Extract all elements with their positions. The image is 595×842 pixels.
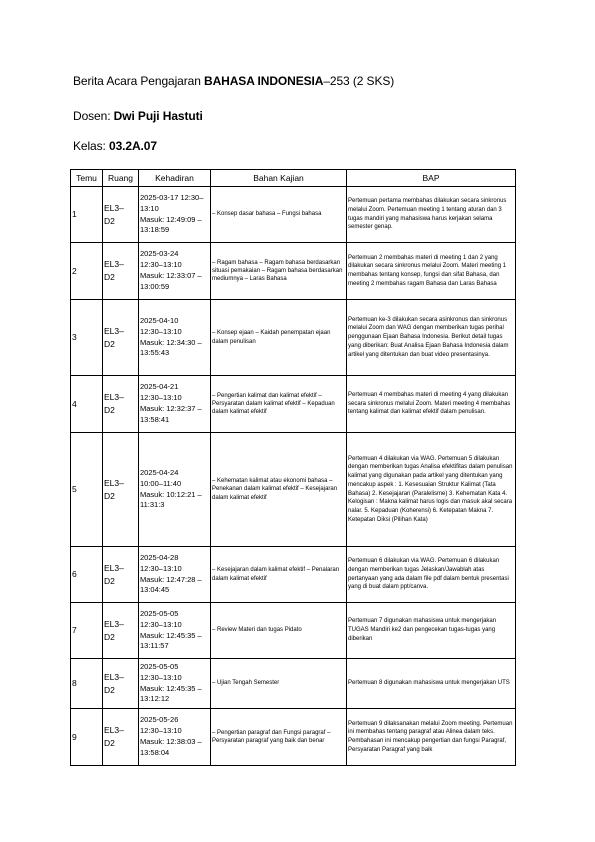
attendance-cell: 2025-04-21 12:30–13:10 Masuk: 12:32:37 – 13:58:41 xyxy=(139,376,211,433)
table-row xyxy=(71,603,516,659)
class-value: 03.2A.07 xyxy=(109,139,157,153)
meeting-number-cell: 5 xyxy=(71,433,103,547)
column-header-ruang: Ruang xyxy=(103,170,139,187)
study-material-cell: – Pengertian paragraf dan Fungsi paragraf – Persyaratan paragraf yang baik dan benar xyxy=(211,709,347,766)
study-material-cell: – Ujian Tengah Semester xyxy=(211,659,347,709)
attendance-cell: 2025-04-28 12:30–13:10 Masuk: 12:47:28 – 13:04:45 xyxy=(139,547,211,603)
attendance-cell: 2025-03-24 12:30–13:10 Masuk: 12:33:07 – 13:00:59 xyxy=(139,243,211,300)
document-title xyxy=(73,74,394,88)
room-cell: EL3– D2 xyxy=(103,300,139,376)
meeting-number-cell: 2 xyxy=(71,243,103,300)
study-material-cell: – Ragam bahasa – Ragam bahasa berdasarkan situasi pemakaian – Ragam bahasa berdasarkan mediumnya – Laras Bahasa xyxy=(211,243,347,300)
bap-cell: Pertemuan 8 digunakan mahasiswa untuk mengerjakan UTS xyxy=(347,659,516,709)
teaching-record-table xyxy=(70,169,516,766)
column-header-bahan-kajian: Bahan Kajian xyxy=(211,170,347,187)
title-suffix: –253 (2 SKS) xyxy=(323,74,395,88)
room-cell: EL3– D2 xyxy=(103,243,139,300)
attendance-cell: 2025-05-05 12:30–13:10 Masuk: 12:45:35 – 13:11:57 xyxy=(139,603,211,659)
lecturer-label: Dosen: xyxy=(73,109,114,123)
column-header-bap: BAP xyxy=(347,170,516,187)
class-line xyxy=(73,139,157,153)
attendance-cell: 2025-05-26 12:30–13:10 Masuk: 12:38:03 – 13:58:04 xyxy=(139,709,211,766)
attendance-cell: 2025-04-10 12:30–13:10 Masuk: 12:34:30 – 13:55:43 xyxy=(139,300,211,376)
table-row xyxy=(71,300,516,376)
meeting-number-cell: 3 xyxy=(71,300,103,376)
meeting-number-cell: 6 xyxy=(71,547,103,603)
table-row xyxy=(71,376,516,433)
bap-cell: Pertemuan pertama membahas dilakukan secara sinkronus melalui Zoom. Pertemuan meeting 1 tentang aturan dan 3 tugas mandiri yang mahasiswa harus kerjakan selama semester genap. xyxy=(347,187,516,243)
column-header-temu: Temu xyxy=(71,170,103,187)
study-material-cell: – Pengertian kalimat dan kalimat efektif – Persyaratan dalam kalimat efektif – Kepaduan dalam kalimat efektif xyxy=(211,376,347,433)
bap-cell: Pertemuan 6 dilakukan via WAG. Pertemuan 6 dilakukan dengan memberikan tugas Jelaskan/Jawablah atas pertanyaan yang ada dalam file pdf dalam bentuk presentasi yang di buat dalam ppt/canva. xyxy=(347,547,516,603)
title-prefix: Berita Acara Pengajaran xyxy=(73,74,205,88)
class-label: Kelas: xyxy=(73,139,109,153)
room-cell: EL3– D2 xyxy=(103,709,139,766)
room-cell: EL3– D2 xyxy=(103,547,139,603)
meeting-number-cell: 8 xyxy=(71,659,103,709)
bap-cell: Pertemuan 2 membahas materi di meeting 1 dan 2 yang dilakukan secara sinkronus melalui Zoom. Materi meeting 1 membahas tentang konsep, fungsi dan sifat Bahasa, dan meeting 2 membahas ragam Bahasa dan Laras Bahasa xyxy=(347,243,516,300)
attendance-cell: 2025-03-17 12:30– 13:10 Masuk: 12:49:09 – 13:18:59 xyxy=(139,187,211,243)
bap-cell: Pertemuan 7 digunakan mahasiswa untuk mengerjakan TUGAS Mandiri ke2 dan pengecekan tugas-tugas yang diberikan xyxy=(347,603,516,659)
table-row xyxy=(71,709,516,766)
study-material-cell: – Review Materi dan tugas Pidato xyxy=(211,603,347,659)
table-row xyxy=(71,433,516,547)
room-cell: EL3– D2 xyxy=(103,376,139,433)
table-row xyxy=(71,659,516,709)
table-row xyxy=(71,187,516,243)
room-cell: EL3– D2 xyxy=(103,659,139,709)
study-material-cell: – Kesejajaran dalam kalimat efektif – Penalaran dalam kalimat efektif xyxy=(211,547,347,603)
lecturer-name: Dwi Puji Hastuti xyxy=(113,109,203,123)
attendance-cell: 2025-05-05 12:30–13:10 Masuk: 12:45:35 – 13:12:12 xyxy=(139,659,211,709)
bap-cell: Pertemuan 9 dilaksanakan melalui Zoom meeting. Pertemuan ini membahas tentang paragraf atau Alinea dalam teks. Pembahasan ini mencakup pengertian dan fungsi Paragraf, Persyaratan Paragraf yang baik xyxy=(347,709,516,766)
room-cell: EL3– D2 xyxy=(103,603,139,659)
meeting-number-cell: 7 xyxy=(71,603,103,659)
bap-cell: Pertemuan ke-3 dilakukan secara asinkronus dan sinkronus melalui Zoom dan WAG dengan memberikan tugas perihal penggunaan Ejaan Bahasa Indonesia. Berikut detail tugas yang diberikan: Buat Analisa Ejaan Bahasa Indonesia dalam artikel yang ditentukan dan buat video presentasinya. xyxy=(347,300,516,376)
table-row xyxy=(71,547,516,603)
meeting-number-cell: 9 xyxy=(71,709,103,766)
bap-cell: Pertemuan 4 dilakukan via WAG. Pertemuan 5 dilakukan dengan memberikan tugas Analisa efektifitas dalam penulisan kalimat yang digunakan pada artikel yang ditentukan yang mencakup aspek : 1. Kesesuaian Struktur Kalimat (Tata Bahasa) 2. Kesejajaran (Paralelisme) 3. Kehematan Kata 4. Kelogisan : Makna kalimat harus logis dan masuk akal secara nalar. 5. Kepaduan (Koherensi) 6. Ketepatan Makna 7. Ketepatan Diksi (Pilihan Kata) xyxy=(347,433,516,547)
bap-cell: Pertemuan 4 membahas materi di meeting 4 yang dilakukan secara sinkronus melalui Zoom. Materi meeting 4 membahas tentang kalimat dan kalimat efektif dalam penulisan. xyxy=(347,376,516,433)
table-row xyxy=(71,243,516,300)
meeting-number-cell: 1 xyxy=(71,187,103,243)
attendance-cell: 2025-04-24 10:00–11:40 Masuk: 10:12:21 – 11:31:3 xyxy=(139,433,211,547)
study-material-cell: – Kehematan kalimat atau ekonomi bahasa – Penekanan dalam kalimat efektif – Kesejajaran dalam kalimat efektif xyxy=(211,433,347,547)
study-material-cell: – Konsep ejaan – Kaidah penempatan ejaan dalam penulisan xyxy=(211,300,347,376)
column-header-kehadiran: Kehadiran xyxy=(139,170,211,187)
course-name: BAHASA INDONESIA xyxy=(204,74,324,88)
lecturer-line xyxy=(73,109,203,123)
room-cell: EL3– D2 xyxy=(103,433,139,547)
study-material-cell: – Konsep dasar bahasa – Fungsi bahasa xyxy=(211,187,347,243)
room-cell: EL3– D2 xyxy=(103,187,139,243)
table-header-row xyxy=(71,170,516,187)
meeting-number-cell: 4 xyxy=(71,376,103,433)
